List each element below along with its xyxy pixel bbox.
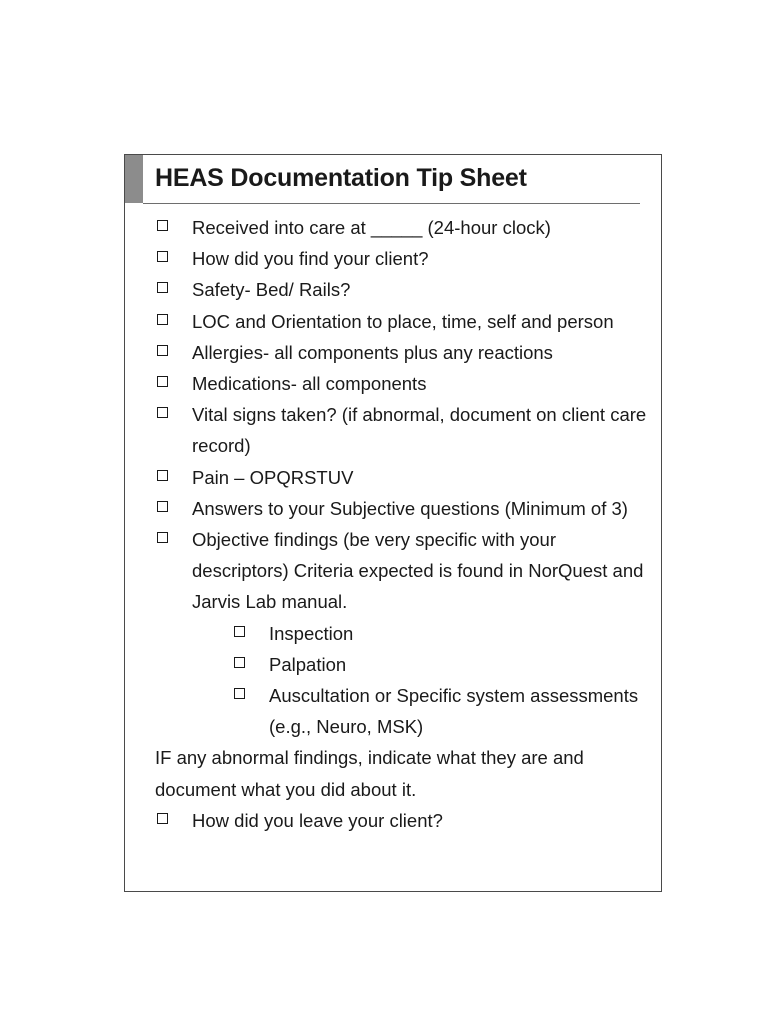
title-accent-bar [125,155,143,203]
checkbox-icon[interactable] [157,345,168,356]
checkbox-icon[interactable] [157,220,168,231]
checkbox-icon[interactable] [157,251,168,262]
checkbox-icon[interactable] [157,407,168,418]
title-divider [143,203,640,204]
checklist-subitem-label: Palpation [269,653,347,675]
checklist-item [155,212,655,243]
checklist-item-label: How did you find your client? [192,248,429,270]
checklist-subitem [155,618,655,649]
checklist-item [155,368,655,399]
tip-sheet-card [124,154,662,892]
checkbox-icon[interactable] [157,470,168,481]
checklist-item-label: Safety- Bed/ Rails? [192,279,351,301]
checkbox-icon[interactable] [234,688,245,699]
checklist-item-label: Vital signs taken? (if abnormal, document on client care record) [192,404,647,457]
checkbox-icon[interactable] [157,376,168,387]
abnormal-findings-note: IF any abnormal findings, indicate what they are and document what you did about it. [155,747,584,800]
checkbox-icon[interactable] [157,813,168,824]
checklist-item [155,805,655,836]
checklist-item [155,399,655,461]
checklist-item [155,274,655,305]
checkbox-icon[interactable] [157,532,168,543]
checklist-item [155,524,655,618]
checklist-item-label: LOC and Orientation to place, time, self and person [192,310,614,332]
checklist-item [155,462,655,493]
checkbox-icon[interactable] [234,626,245,637]
checkbox-icon[interactable] [234,657,245,668]
checklist-item-label: Received into care at _____ (24-hour clock) [192,217,551,238]
checklist-item-label: How did you leave your client? [192,809,443,831]
checkbox-icon[interactable] [157,282,168,293]
checklist-item-label: Medications- all components [192,373,427,395]
checklist-subitem-label: Inspection [269,622,354,644]
checklist-item [155,306,655,337]
checklist-item-label: Objective findings (be very specific with your descriptors) Criteria expected is found in NorQuest and Jarvis Lab manual. [192,529,644,613]
checklist-item [155,243,655,274]
checklist-item-label: Allergies- all components plus any reactions [192,341,553,363]
checklist [155,212,655,836]
checkbox-icon[interactable] [157,501,168,512]
checklist-subitem-label: Auscultation or Specific system assessments (e.g., Neuro, MSK) [269,685,639,738]
checklist-subitem [155,680,655,742]
checklist-item-label: Pain – OPQRSTUV [192,466,354,488]
sheet-title: HEAS Documentation Tip Sheet [155,164,527,192]
checkbox-icon[interactable] [157,314,168,325]
checklist-item [155,493,655,524]
checklist-item [155,337,655,368]
checklist-subitem [155,649,655,680]
checklist-item-label: Answers to your Subjective questions (Minimum of 3) [192,497,628,519]
